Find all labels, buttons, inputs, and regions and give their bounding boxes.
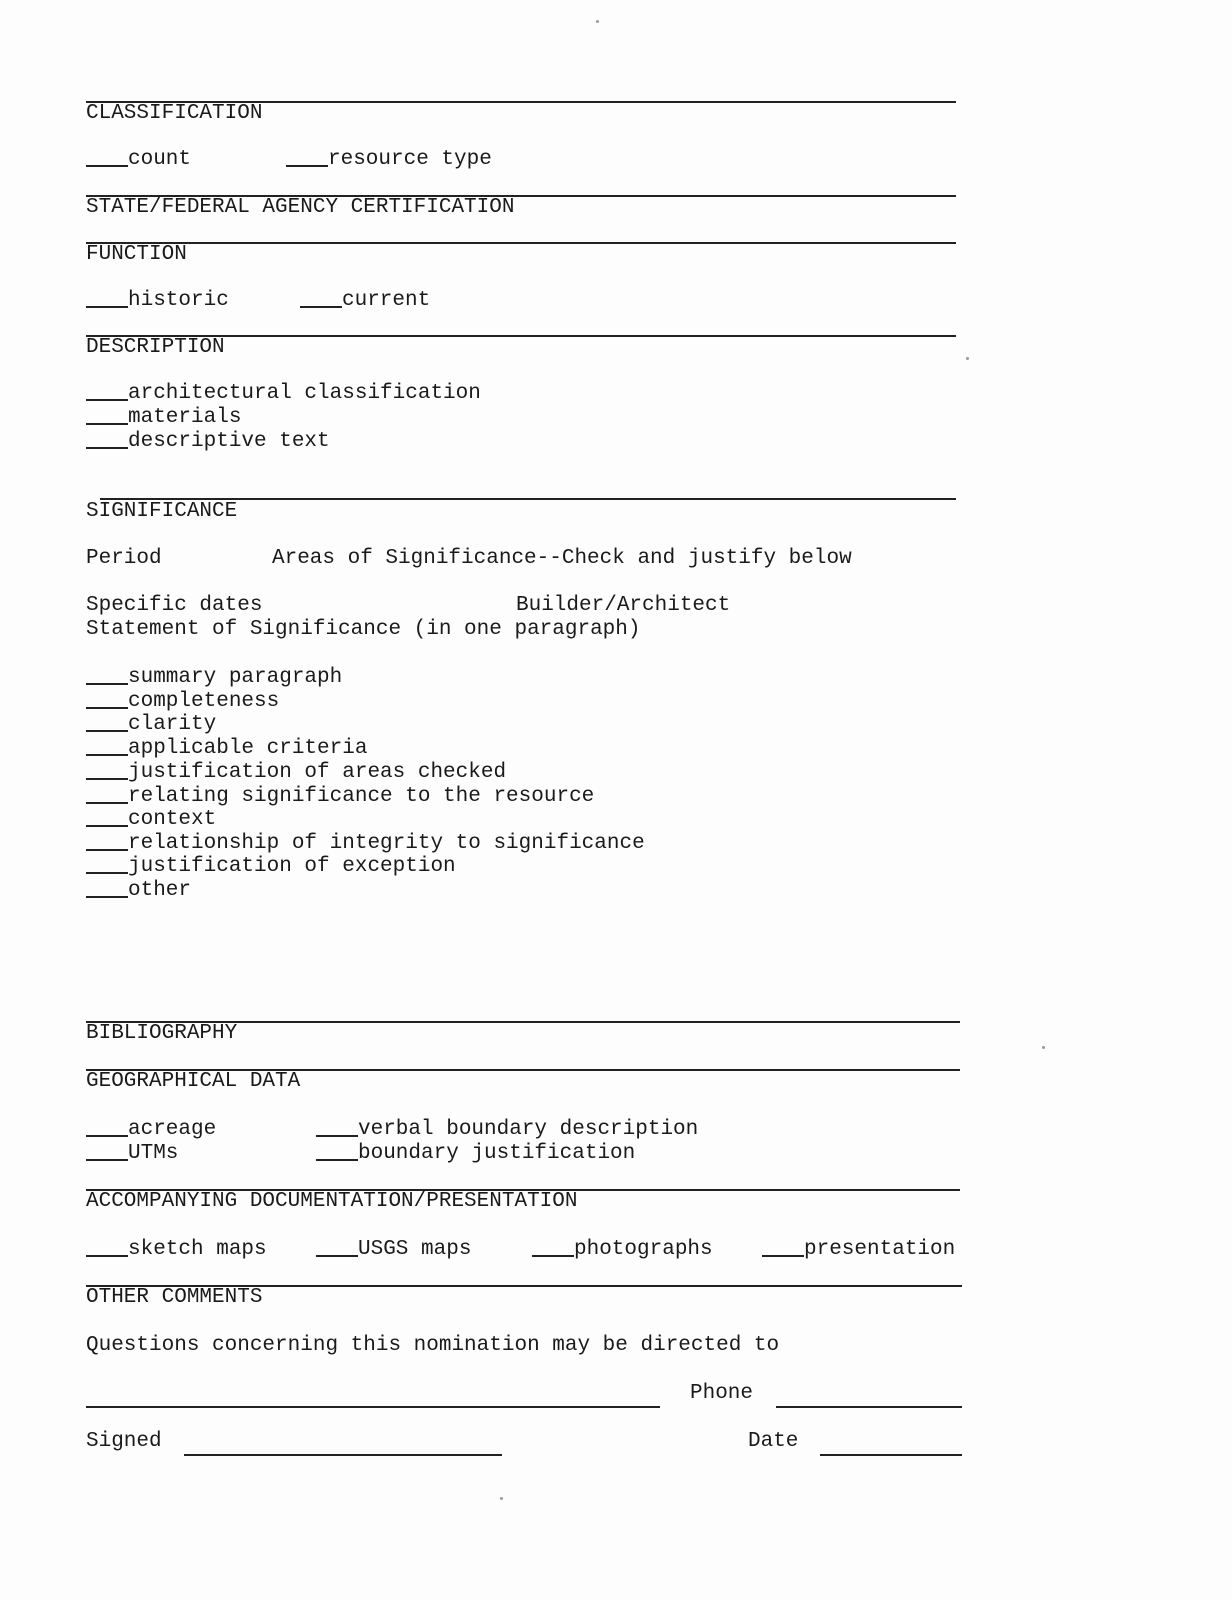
check-label: other: [128, 879, 192, 902]
check-utms[interactable]: [86, 1142, 178, 1166]
check-clarity[interactable]: [86, 713, 216, 737]
statement-label: Statement of Significance (in one paragraph): [86, 618, 641, 641]
checkbox-blank[interactable]: [86, 832, 128, 851]
check-label: completeness: [128, 690, 280, 713]
check-resource-type[interactable]: [286, 148, 492, 172]
phone-field[interactable]: [776, 1406, 962, 1408]
description-heading: DESCRIPTION: [86, 336, 225, 359]
check-label: justification of exception: [128, 855, 456, 878]
checkbox-blank[interactable]: [86, 855, 128, 874]
scan-speck: [500, 1497, 503, 1500]
check-label: acreage: [128, 1118, 217, 1141]
check-label: relationship of integrity to significance: [128, 832, 645, 855]
contact-name-field[interactable]: [86, 1406, 660, 1408]
checkbox-blank[interactable]: [86, 289, 128, 308]
checkbox-blank[interactable]: [86, 713, 128, 732]
check-justification-exception[interactable]: [86, 855, 456, 879]
checkbox-blank[interactable]: [86, 690, 128, 709]
phone-label: Phone: [690, 1382, 754, 1405]
signature-field[interactable]: [184, 1454, 502, 1456]
check-usgs-maps[interactable]: [316, 1238, 471, 1262]
checkbox-blank[interactable]: [532, 1238, 574, 1257]
check-context[interactable]: [86, 808, 216, 832]
check-historic[interactable]: [86, 289, 229, 313]
function-heading: FUNCTION: [86, 243, 187, 266]
check-architectural-classification[interactable]: [86, 382, 481, 406]
check-verbal-boundary[interactable]: [316, 1118, 698, 1142]
check-current[interactable]: [300, 289, 430, 313]
documentation-heading: ACCOMPANYING DOCUMENTATION/PRESENTATION: [86, 1190, 578, 1213]
checkbox-blank[interactable]: [86, 737, 128, 756]
check-label: justification of areas checked: [128, 761, 507, 784]
check-label: summary paragraph: [128, 666, 343, 689]
divider-function: [86, 242, 956, 244]
checkbox-blank[interactable]: [316, 1142, 358, 1161]
checkbox-blank[interactable]: [86, 382, 128, 401]
check-label: verbal boundary description: [358, 1118, 699, 1141]
check-label: applicable criteria: [128, 737, 368, 760]
checkbox-blank[interactable]: [86, 879, 128, 898]
check-summary-paragraph[interactable]: [86, 666, 342, 690]
check-label: current: [342, 289, 431, 312]
check-photographs[interactable]: [532, 1238, 713, 1262]
check-label: materials: [128, 406, 242, 429]
classification-heading: CLASSIFICATION: [86, 102, 263, 125]
check-presentation[interactable]: [762, 1238, 955, 1262]
date-label: Date: [748, 1430, 799, 1453]
check-label: descriptive text: [128, 430, 330, 453]
check-label: clarity: [128, 713, 217, 736]
check-other[interactable]: [86, 879, 191, 903]
check-label: photographs: [574, 1238, 713, 1261]
checkbox-blank[interactable]: [86, 1142, 128, 1161]
check-label: architectural classification: [128, 382, 481, 405]
check-integrity-relationship[interactable]: [86, 832, 645, 856]
scan-speck: [966, 357, 969, 360]
check-label: context: [128, 808, 217, 831]
check-relating-significance[interactable]: [86, 785, 594, 809]
check-label: historic: [128, 289, 229, 312]
checkbox-blank[interactable]: [86, 1118, 128, 1137]
check-boundary-justification[interactable]: [316, 1142, 635, 1166]
check-label: USGS maps: [358, 1238, 472, 1261]
check-descriptive-text[interactable]: [86, 430, 330, 454]
checkbox-blank[interactable]: [316, 1118, 358, 1137]
check-label: relating significance to the resource: [128, 785, 595, 808]
significance-heading: SIGNIFICANCE: [86, 500, 238, 523]
builder-architect-label: Builder/Architect: [516, 594, 731, 617]
checkbox-blank[interactable]: [762, 1238, 804, 1257]
check-label: sketch maps: [128, 1238, 267, 1261]
check-completeness[interactable]: [86, 690, 279, 714]
check-label: boundary justification: [358, 1142, 636, 1165]
signed-label: Signed: [86, 1430, 162, 1453]
comments-heading: OTHER COMMENTS: [86, 1286, 263, 1309]
checkbox-blank[interactable]: [286, 148, 328, 167]
check-label: UTMs: [128, 1142, 179, 1165]
checkbox-blank[interactable]: [316, 1238, 358, 1257]
checkbox-blank[interactable]: [300, 289, 342, 308]
date-field[interactable]: [820, 1454, 962, 1456]
checkbox-blank[interactable]: [86, 406, 128, 425]
geographical-heading: GEOGRAPHICAL DATA: [86, 1070, 301, 1093]
questions-text: Questions concerning this nomination may be directed to: [86, 1334, 780, 1357]
check-acreage[interactable]: [86, 1118, 216, 1142]
check-label: resource type: [328, 148, 492, 171]
check-label: count: [128, 148, 192, 171]
certification-heading: STATE/FEDERAL AGENCY CERTIFICATION: [86, 196, 515, 219]
checkbox-blank[interactable]: [86, 808, 128, 827]
checkbox-blank[interactable]: [86, 785, 128, 804]
scan-speck: [596, 20, 599, 23]
checkbox-blank[interactable]: [86, 148, 128, 167]
scan-speck: [1042, 1046, 1045, 1049]
period-label: Period: [86, 547, 162, 570]
areas-label: Areas of Significance--Check and justify below: [272, 547, 852, 570]
specific-dates-label: Specific dates: [86, 594, 263, 617]
bibliography-heading: BIBLIOGRAPHY: [86, 1022, 238, 1045]
check-sketch-maps[interactable]: [86, 1238, 267, 1262]
check-justification-areas[interactable]: [86, 761, 506, 785]
check-count[interactable]: [86, 148, 191, 172]
checkbox-blank[interactable]: [86, 430, 128, 449]
check-applicable-criteria[interactable]: [86, 737, 367, 761]
checkbox-blank[interactable]: [86, 1238, 128, 1257]
check-materials[interactable]: [86, 406, 241, 430]
checkbox-blank[interactable]: [86, 761, 128, 780]
checkbox-blank[interactable]: [86, 666, 128, 685]
check-label: presentation: [804, 1238, 956, 1261]
